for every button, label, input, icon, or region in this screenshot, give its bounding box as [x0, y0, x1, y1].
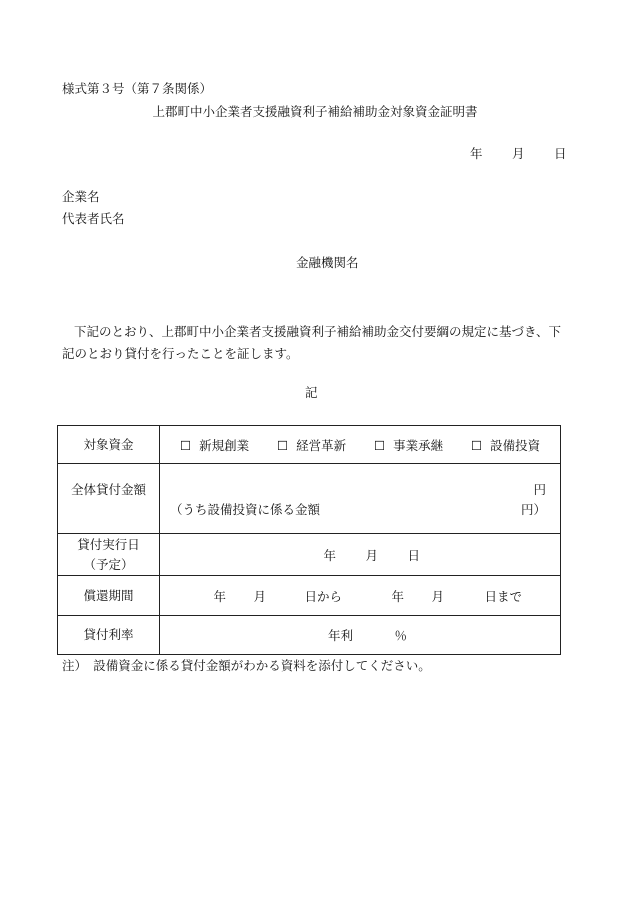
execution-date-label [58, 534, 160, 576]
option-management-innovation[interactable] [277, 436, 346, 454]
document-title: 上郡町中小企業者支援融資利子補給補助金対象資金証明書 [152, 104, 478, 119]
option-business-succession[interactable] [374, 436, 443, 454]
capex-amount-label: （うち設備投資に係る金額 [170, 502, 321, 517]
option-capital-investment[interactable] [471, 436, 540, 454]
attachment-note: 注） 設備資金に係る貸付金額がわかる資料を添付してください。 [62, 658, 431, 673]
target-funds-label: 対象資金 [58, 426, 160, 464]
repayment-period-value[interactable] [160, 576, 561, 616]
company-name-label: 企業名 [62, 189, 100, 204]
total-loan-label: 全体貸付金額 [58, 464, 160, 534]
target-funds-row [58, 426, 561, 464]
option-label: 経営革新 [296, 437, 347, 453]
target-funds-options [160, 426, 561, 464]
date-month-label: 月 [512, 146, 525, 161]
interest-rate-value[interactable] [160, 616, 561, 655]
loan-details-table [57, 425, 561, 655]
checkbox-icon[interactable]: ☐ [373, 437, 386, 453]
option-label: 設備投資 [490, 437, 541, 453]
interest-rate-row [58, 616, 561, 655]
execution-date-label-line1: 貸付実行日 [77, 536, 140, 552]
checkbox-icon[interactable]: ☐ [276, 437, 289, 453]
financial-institution-label: 金融機関名 [296, 255, 359, 270]
end-year-unit: 年 [391, 588, 404, 604]
end-month-unit: 月 [431, 588, 444, 604]
exec-day-unit: 日 [407, 547, 420, 563]
execution-date-value[interactable] [160, 534, 561, 576]
checkbox-icon[interactable]: ☐ [470, 437, 483, 453]
certification-body-text: 下記のとおり、上郡町中小企業者支援融資利子補給補助金交付要綱の規定に基づき、下記のとおり貸付を行ったことを証します。 [62, 324, 562, 361]
total-loan-yen-unit: 円 [533, 482, 546, 497]
start-month-unit: 月 [253, 588, 266, 604]
end-day-unit: 日まで [484, 588, 522, 604]
start-year-unit: 年 [213, 588, 226, 604]
execution-date-row [58, 534, 561, 576]
form-number: 様式第３号（第７条関係） [62, 81, 213, 96]
exec-month-unit: 月 [365, 547, 378, 563]
option-label: 事業承継 [393, 437, 444, 453]
total-loan-row [58, 464, 561, 534]
ki-heading: 記 [305, 385, 318, 400]
option-label: 新規創業 [199, 437, 250, 453]
repayment-period-row [58, 576, 561, 616]
interest-rate-prefix: 年利 [327, 628, 353, 643]
start-day-unit: 日から [304, 588, 342, 604]
execution-date-label-line2: （予定） [83, 556, 134, 572]
date-year-label: 年 [470, 146, 483, 161]
total-loan-value[interactable] [160, 464, 561, 534]
checkbox-icon[interactable]: ☐ [179, 437, 192, 453]
exec-year-unit: 年 [323, 547, 336, 563]
date-day-label: 日 [554, 146, 567, 161]
repayment-period-label: 償還期間 [58, 576, 160, 616]
representative-name-label: 代表者氏名 [62, 211, 125, 226]
interest-rate-label: 貸付利率 [58, 616, 160, 655]
option-new-business[interactable] [180, 436, 249, 454]
percent-unit: ％ [394, 628, 407, 643]
capex-yen-unit: 円） [520, 502, 546, 517]
